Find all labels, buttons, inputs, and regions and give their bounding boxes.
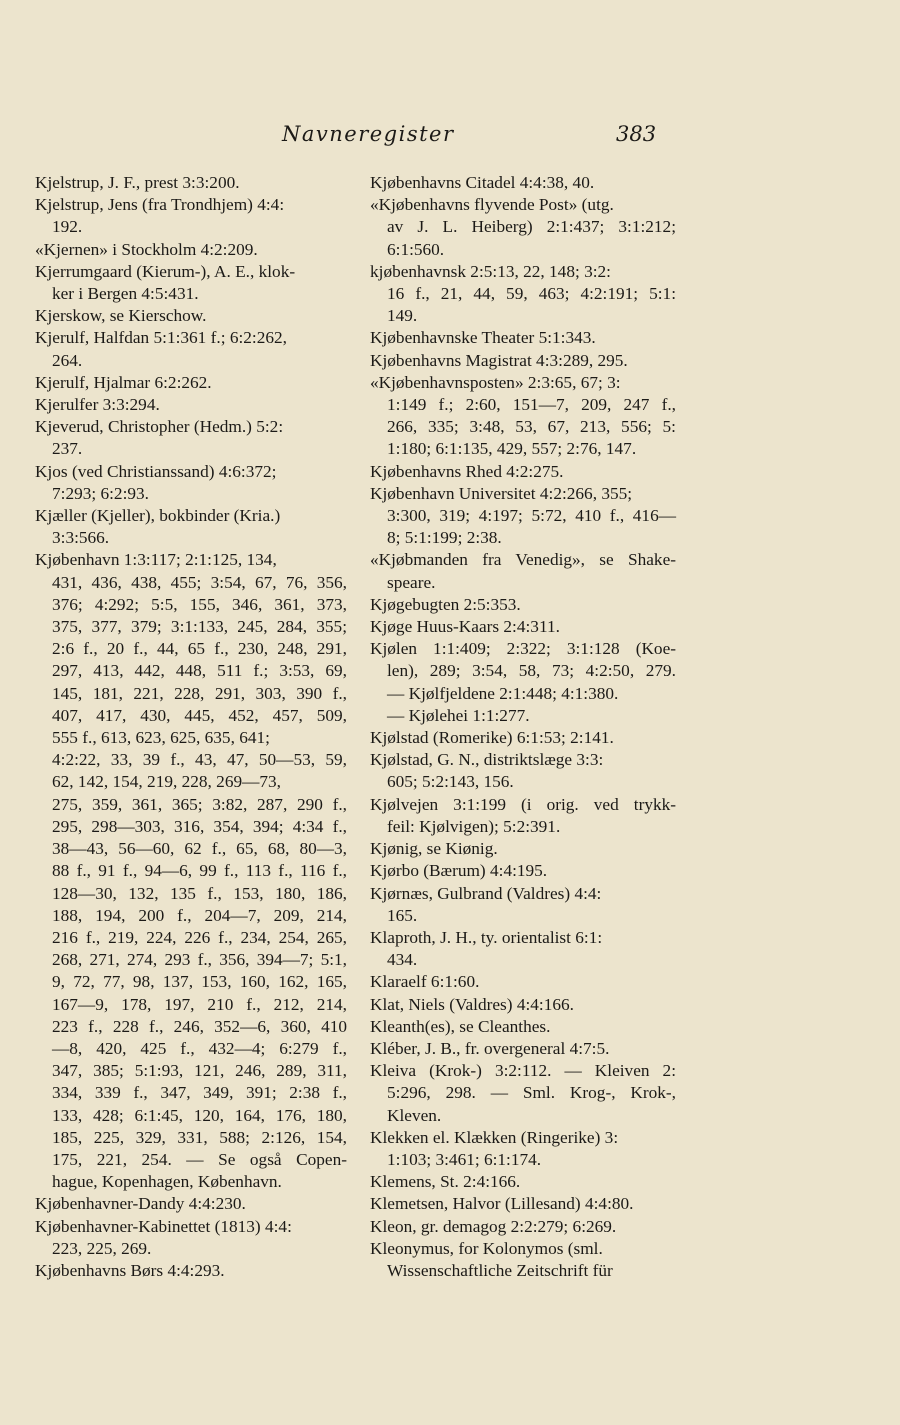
index-entry-line: 38—43, 56—60, 62 f., 65, 68, 80—3,: [52, 839, 347, 859]
index-entry: [370, 994, 676, 1016]
index-entry-line: Kjelstrup, J. F., prest 3:3:200.: [35, 173, 240, 192]
index-entry-line: 334, 339 f., 347, 349, 391; 2:38 f.,: [52, 1083, 347, 1103]
page-header: [0, 122, 900, 156]
index-entry-line: Kléber, J. B., fr. overgeneral 4:7:5.: [370, 1038, 610, 1058]
index-entry-line: Kleiva (Krok-) 3:2:112. — Kleiven 2:: [370, 1061, 676, 1081]
index-entry-line: 266, 335; 3:48, 53, 67, 213, 556; 5:: [387, 417, 676, 437]
index-entry-line: 1:103; 3:461; 6:1:174.: [387, 1149, 542, 1169]
page-number: 383: [616, 122, 657, 146]
index-entry-line: 223, 225, 269.: [52, 1238, 152, 1258]
index-entry-line: 3:3:566.: [52, 528, 110, 548]
index-entry-line: 149.: [387, 306, 418, 326]
index-entry: [370, 927, 676, 971]
index-entry-line: Kjøbenhavns Rhed 4:2:275.: [370, 461, 564, 481]
index-entry: [370, 616, 676, 638]
index-entry-line: Klemetsen, Halvor (Lillesand) 4:4:80.: [370, 1194, 634, 1214]
index-entry: [370, 749, 676, 793]
index-entry-line: Kjøbenhavn Universitet 4:2:266, 355;: [370, 483, 633, 503]
index-entry-line: 3:300, 319; 4:197; 5:72, 410 f., 416—: [387, 506, 676, 526]
index-entry: [370, 350, 676, 372]
index-entry-line: 407, 417, 430, 445, 452, 457, 509,: [52, 705, 347, 725]
index-entry: [35, 305, 347, 327]
index-entry: [370, 1171, 676, 1193]
index-entry: [370, 194, 676, 261]
index-entry-line: 375, 377, 379; 3:1:133, 245, 284, 355;: [52, 617, 347, 637]
index-column-right: [370, 172, 676, 1282]
index-entry-line: av J. L. Heiberg) 2:1:437; 3:1:212;: [387, 217, 676, 237]
index-entry-line: Kjelstrup, Jens (fra Trondhjem) 4:4:: [35, 195, 285, 215]
index-entry-line: 16 f., 21, 44, 59, 463; 4:2:191; 5:1:: [387, 284, 676, 304]
index-entry-line: Kjeverud, Christopher (Hedm.) 5:2:: [35, 417, 284, 437]
index-entry-line: Wissenschaftliche Zeitschrift für: [387, 1260, 613, 1280]
index-entry-line: 6:1:560.: [387, 239, 445, 259]
running-title: Navneregister: [282, 122, 455, 146]
index-entry: [370, 1016, 676, 1038]
index-entry: [370, 638, 676, 727]
index-entry-line: Kjøbenhavns Citadel 4:4:38, 40.: [370, 173, 595, 192]
index-entry-line: 2:6 f., 20 f., 44, 65 f., 230, 248, 291,: [52, 639, 347, 659]
index-entry-line: len), 289; 3:54, 58, 73; 4:2:50, 279.: [387, 661, 676, 681]
index-entry: [370, 1060, 676, 1127]
index-entry-line: Kleven.: [387, 1105, 442, 1125]
index-entry-line: Kjæller (Kjeller), bokbinder (Kria.): [35, 506, 281, 526]
index-entry-line: Kleon, gr. demagog 2:2:279; 6:269.: [370, 1216, 617, 1236]
index-entry-line: Klat, Niels (Valdres) 4:4:166.: [370, 994, 574, 1014]
index-entry-line: Klaraelf 6:1:60.: [370, 972, 480, 992]
index-entry: [370, 372, 676, 461]
index-entry: [370, 794, 676, 838]
index-entry-line: 165.: [387, 905, 418, 925]
index-entry-line: 1:149 f.; 2:60, 151—7, 209, 247 f.,: [387, 395, 676, 415]
index-entry: [370, 1193, 676, 1215]
index-entry-line: 237.: [52, 439, 83, 459]
index-entry: [370, 461, 676, 483]
index-entry-line: Klekken el. Klækken (Ringerike) 3:: [370, 1127, 619, 1147]
index-entry-line: feil: Kjølvigen); 5:2:391.: [387, 816, 561, 836]
index-entry: [370, 327, 676, 349]
index-entry-line: Kjørnæs, Gulbrand (Valdres) 4:4:: [370, 883, 602, 903]
index-entry-line: 62, 142, 154, 219, 228, 269—73,: [52, 772, 281, 792]
index-entry-line: 133, 428; 6:1:45, 120, 164, 176, 180,: [52, 1105, 347, 1125]
index-entry-line: — Kjølehei 1:1:277.: [387, 705, 530, 725]
index-entry-line: 8; 5:1:199; 2:38.: [387, 528, 502, 548]
index-entry-line: Kjøbenhavnske Theater 5:1:343.: [370, 328, 596, 348]
index-entry-line: «Kjøbenhavnsposten» 2:3:65, 67; 3:: [370, 372, 621, 392]
index-entry: [370, 594, 676, 616]
index-entry-line: Kjøbenhavner-Kabinettet (1813) 4:4:: [35, 1216, 292, 1236]
index-entry-line: Kjerskow, se Kierschow.: [35, 306, 207, 326]
index-entry: [35, 1216, 347, 1260]
index-entry: [35, 261, 347, 305]
index-entry: [35, 394, 347, 416]
index-entry: [370, 1127, 676, 1171]
index-entry: [35, 194, 347, 238]
index-entry-line: 264.: [52, 350, 83, 370]
index-entry-line: 431, 436, 438, 455; 3:54, 67, 76, 356,: [52, 572, 347, 592]
index-entry: [370, 1216, 676, 1238]
index-entry-line: Kjørbo (Bærum) 4:4:195.: [370, 861, 548, 881]
index-entry-line: 434.: [387, 950, 418, 970]
index-entry-line: Kjos (ved Christianssand) 4:6:372;: [35, 461, 277, 481]
index-entry-line: Kjøgebugten 2:5:353.: [370, 594, 521, 614]
index-entry: [35, 549, 347, 1193]
index-entry-line: Kjøbenhavns Børs 4:4:293.: [35, 1260, 225, 1280]
index-entry-line: Kjerulfer 3:3:294.: [35, 395, 160, 415]
index-entry: [35, 172, 347, 194]
index-entry-line: 9, 72, 77, 98, 137, 153, 160, 162, 165,: [52, 972, 347, 992]
index-entry: [370, 549, 676, 593]
index-entry-line: 297, 413, 442, 448, 511 f.; 3:53, 69,: [52, 661, 347, 681]
index-entry-line: 223 f., 228 f., 246, 352—6, 360, 410: [52, 1016, 347, 1036]
index-entry: [370, 727, 676, 749]
index-entry: [35, 372, 347, 394]
index-entry: [370, 261, 676, 328]
index-entry-line: 605; 5:2:143, 156.: [387, 772, 514, 792]
index-entry-line: Kleonymus, for Kolonymos (sml.: [370, 1238, 603, 1258]
index-entry-line: 128—30, 132, 135 f., 153, 180, 186,: [52, 883, 347, 903]
index-entry-line: 175, 221, 254. — Se også Copen-: [52, 1149, 347, 1169]
index-entry-line: Kjøbenhavn 1:3:117; 2:1:125, 134,: [35, 550, 277, 570]
index-entry: [370, 172, 676, 194]
index-entry-line: 268, 271, 274, 293 f., 356, 394—7; 5:1,: [52, 950, 347, 970]
index-entry-line: 192.: [52, 217, 83, 237]
index-entry-line: 275, 359, 361, 365; 3:82, 287, 290 f.,: [52, 794, 347, 814]
index-entry: [35, 461, 347, 505]
index-entry-line: Kjerulf, Hjalmar 6:2:262.: [35, 372, 212, 392]
index-entry-line: 185, 225, 329, 331, 588; 2:126, 154,: [52, 1127, 347, 1147]
index-entry-line: 88 f., 91 f., 94—6, 99 f., 113 f., 116 f.,: [52, 861, 347, 881]
index-entry-line: Kleanth(es), se Cleanthes.: [370, 1016, 551, 1036]
index-entry: [35, 416, 347, 460]
index-entry: [35, 327, 347, 371]
index-entry: [370, 971, 676, 993]
index-entry-line: Kjøge Huus-Kaars 2:4:311.: [370, 617, 560, 637]
index-entry-line: 5:296, 298. — Sml. Krog-, Krok-,: [387, 1083, 676, 1103]
index-entry: [370, 838, 676, 860]
index-entry-line: kjøbenhavnsk 2:5:13, 22, 148; 3:2:: [370, 261, 611, 281]
index-entry-line: 216 f., 219, 224, 226 f., 234, 254, 265,: [52, 927, 347, 947]
index-entry-line: Kjølvejen 3:1:199 (i orig. ved trykk-: [370, 794, 676, 814]
index-entry-line: — Kjølfjeldene 2:1:448; 4:1:380.: [387, 683, 619, 703]
index-entry-line: 347, 385; 5:1:93, 121, 246, 289, 311,: [52, 1061, 347, 1081]
index-entry-line: ker i Bergen 4:5:431.: [52, 284, 199, 304]
index-entry: [370, 1038, 676, 1060]
index-entry-line: speare.: [387, 572, 436, 592]
index-entry: [35, 239, 347, 261]
index-entry-line: Kjølstad, G. N., distriktslæge 3:3:: [370, 750, 604, 770]
index-entry: [370, 883, 676, 927]
index-entry-line: Klemens, St. 2:4:166.: [370, 1172, 521, 1192]
index-entry-line: Kjøbenhavns Magistrat 4:3:289, 295.: [370, 350, 628, 370]
index-entry-line: 188, 194, 200 f., 204—7, 209, 214,: [52, 905, 347, 925]
index-entry-line: 1:180; 6:1:135, 429, 557; 2:76, 147.: [387, 439, 637, 459]
index-entry-line: Kjønig, se Kiønig.: [370, 839, 498, 859]
index-entry-line: «Kjernen» i Stockholm 4:2:209.: [35, 239, 258, 259]
index-entry-line: Kjølen 1:1:409; 2:322; 3:1:128 (Koe-: [370, 639, 676, 659]
index-entry-line: Kjølstad (Romerike) 6:1:53; 2:141.: [370, 728, 614, 748]
index-entry-line: —8, 420, 425 f., 432—4; 6:279 f.,: [52, 1038, 347, 1058]
index-entry: [35, 1260, 347, 1282]
index-entry-line: Kjerulf, Halfdan 5:1:361 f.; 6:2:262,: [35, 328, 287, 348]
index-entry: [35, 1193, 347, 1215]
index-entry: [35, 505, 347, 549]
index-entry-line: Klaproth, J. H., ty. orientalist 6:1:: [370, 927, 603, 947]
index-entry: [370, 1238, 676, 1282]
index-entry-line: 295, 298—303, 316, 354, 394; 4:34 f.,: [52, 816, 347, 836]
index-entry-line: 167—9, 178, 197, 210 f., 212, 214,: [52, 994, 347, 1014]
index-entry-line: Kjerrumgaard (Kierum-), A. E., klok-: [35, 261, 296, 281]
index-entry-line: 4:2:22, 33, 39 f., 43, 47, 50—53, 59,: [52, 750, 347, 770]
index-entry-line: Kjøbenhavner-Dandy 4:4:230.: [35, 1194, 246, 1214]
index-column-left: [35, 172, 347, 1282]
index-entry-line: 145, 181, 221, 228, 291, 303, 390 f.,: [52, 683, 347, 703]
index-entry-line: «Kjøbmanden fra Venedig», se Shake-: [370, 550, 676, 570]
index-entry: [370, 483, 676, 550]
index-entry-line: hague, Kopenhagen, København.: [52, 1172, 282, 1192]
index-entry: [370, 860, 676, 882]
index-entry-line: «Kjøbenhavns flyvende Post» (utg.: [370, 195, 614, 215]
index-entry-line: 555 f., 613, 623, 625, 635, 641;: [52, 728, 270, 748]
index-entry-line: 7:293; 6:2:93.: [52, 483, 149, 503]
index-entry-line: 376; 4:292; 5:5, 155, 346, 361, 373,: [52, 594, 347, 614]
